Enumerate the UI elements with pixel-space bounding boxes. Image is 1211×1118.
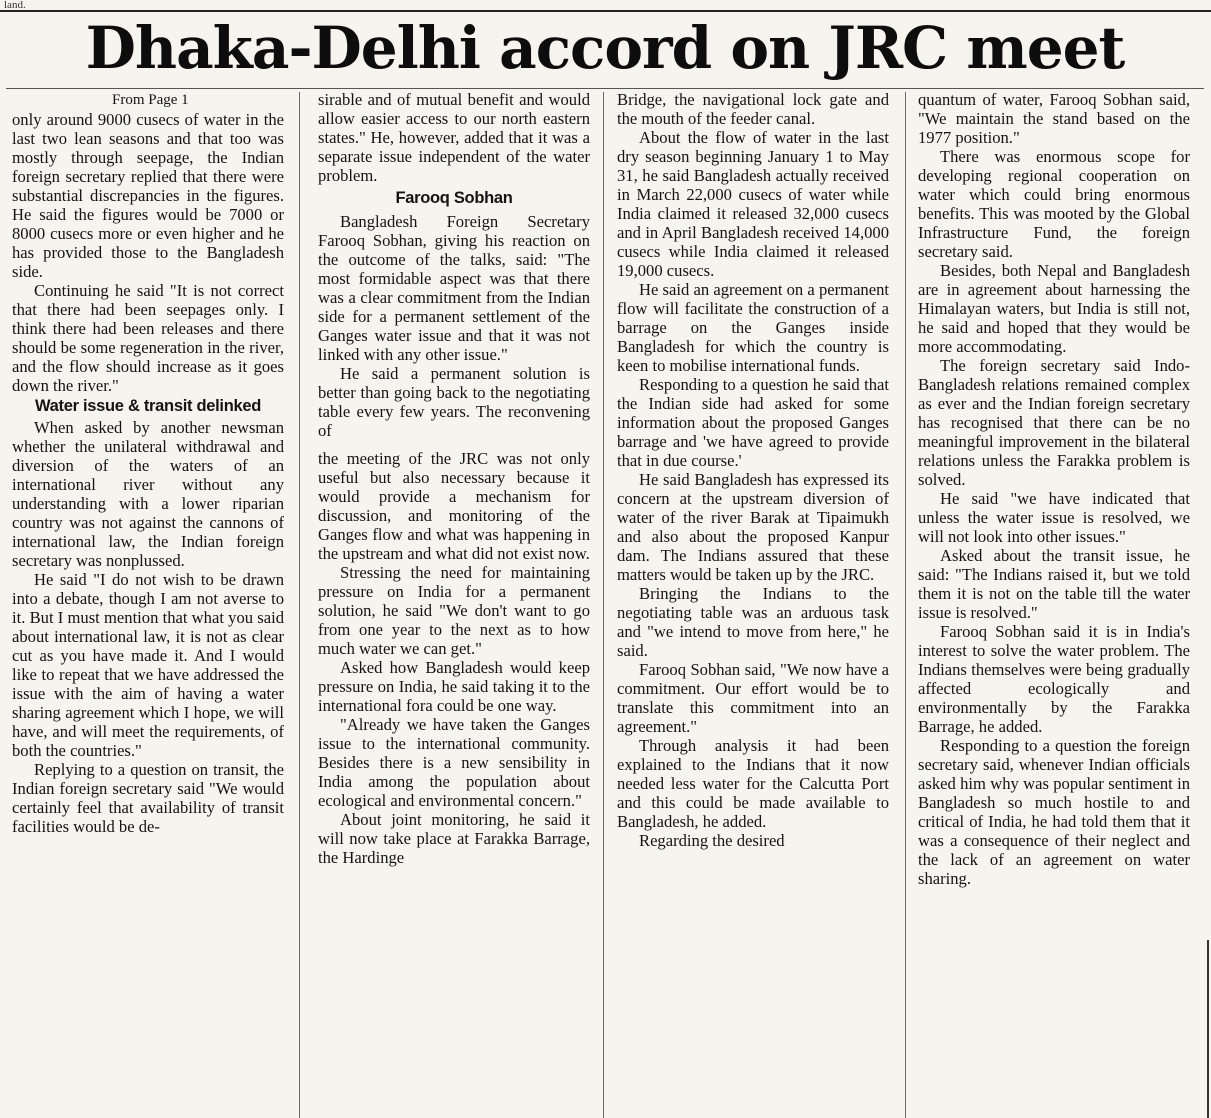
article-paragraph: He said "we have indicated that unless the water issue is resolved, we will not look into other issues." bbox=[918, 489, 1190, 546]
article-paragraph: Bridge, the navigational lock gate and the mouth of the feeder canal. bbox=[617, 90, 889, 128]
article-paragraph: "Already we have taken the Ganges issue to the international community. Besides there is a new sensibility in India among the population about ecological and environmental concern." bbox=[318, 715, 590, 810]
article-paragraph: Continuing he said "It is not correct that there had been seepages only. I think there had been releases and there should be some regeneration in the river, and the flow should increase as it goes down the river." bbox=[12, 281, 284, 395]
article-paragraph: About joint monitoring, he said it will now take place at Farakka Barrage, the Hardinge bbox=[318, 810, 590, 867]
article-paragraph: About the flow of water in the last dry season beginning January 1 to May 31, he said Bangladesh actually received in March 22,000 cusecs of water while India claimed it released 32,000 cusecs and in April Bangladesh received 14,000 cusecs while India claimed it released 19,000 cusecs. bbox=[617, 128, 889, 280]
article-paragraph: Responding to a question he said that the Indian side had asked for some information about the proposed Ganges barrage and 'we have agreed to provide that in due course.' bbox=[617, 375, 889, 470]
article-column-1 bbox=[12, 90, 284, 1114]
column-rule-2 bbox=[603, 92, 604, 1118]
column-rule-1 bbox=[299, 92, 300, 1118]
article-paragraph: Responding to a question the foreign secretary said, whenever Indian officials asked him why was popular sentiment in Bangladesh so much hostile to and critical of India, he had told them that it was a consequence of their neglect and the lack of an agreement on water sharing. bbox=[918, 736, 1190, 888]
article-paragraph: Farooq Sobhan said it is in India's interest to solve the water problem. The Indians themselves were being gradually affected ecologically and environmentally by the Farakka Barrage, he added. bbox=[918, 622, 1190, 736]
article-paragraph: He said a permanent solution is better than going back to the negotiating table every few years. The reconvening of bbox=[318, 364, 590, 440]
article-paragraph: only around 9000 cusecs of water in the last two lean seasons and that too was mostly through seepage, the Indian foreign secretary replied that there were substantial discrepancies in the figures. He said the figures would be 7000 or 8000 cusecs more or even higher and he has provided those to the Bangladesh side. bbox=[12, 110, 284, 281]
subheading: Farooq Sobhan bbox=[395, 189, 513, 207]
page-edge-rule bbox=[1207, 940, 1209, 1118]
column-body bbox=[318, 90, 590, 867]
article-paragraph: Through analysis it had been explained to the Indians that it now needed less water for the Calcutta Port and this could be made available to Bangladesh, he added. bbox=[617, 736, 889, 831]
column-body bbox=[617, 90, 889, 850]
article-paragraph: Replying to a question on transit, the Indian foreign secretary said "We would certainly feel that availability of transit facilities would be de- bbox=[12, 760, 284, 836]
article-paragraph: He said "I do not wish to be drawn into a debate, though I am not averse to it. But I must mention that what you said about international law, it is not as clear cut as you have made it. And I would like to repeat that we have addressed the issue with the aim of having a water sharing agreement which I hope, we will have, and will meet the requirements, of both the countries." bbox=[12, 570, 284, 760]
article-paragraph: Regarding the desired bbox=[639, 831, 785, 850]
article-paragraph: Asked how Bangladesh would keep pressure on India, he said taking it to the international fora could be one way. bbox=[318, 658, 590, 715]
article-paragraph: Farooq Sobhan said, "We now have a commitment. Our effort would be to translate this commitment into an agreement." bbox=[617, 660, 889, 736]
headline: Dhaka-Delhi accord on JRC meet bbox=[85, 14, 1125, 82]
article-paragraph: Bringing the Indians to the negotiating table was an arduous task and "we intend to move from here," he said. bbox=[617, 584, 889, 660]
column-body bbox=[12, 110, 284, 836]
article-paragraph: Asked about the transit issue, he said: "The Indians raised it, but we told them it is not on the table till the water issue is resolved." bbox=[918, 546, 1190, 622]
article-column-2 bbox=[318, 90, 590, 1114]
article-paragraph: Besides, both Nepal and Bangladesh are in agreement about harnessing the Himalayan waters, but India is still not, he said and hoped that they would be more accommodating. bbox=[918, 261, 1190, 356]
article-paragraph: Bangladesh Foreign Secretary Farooq Sobhan, giving his reaction on the outcome of the talks, said: "The most formidable aspect was that there was a clear commitment from the Indian side for a permanent settlement of the Ganges water issue and that it was not linked with any other issue." bbox=[318, 212, 590, 364]
column-body bbox=[918, 90, 1190, 888]
article-paragraph: There was enormous scope for developing regional cooperation on water which could bring enormous benefits. This was mooted by the Global Infrastructure Fund, the foreign secretary said. bbox=[918, 147, 1190, 261]
article-column-4 bbox=[918, 90, 1190, 1114]
article-paragraph: He said an agreement on a permanent flow will facilitate the construction of a barrage on the Ganges inside Bangladesh for which the country is keen to mobilise international funds. bbox=[617, 280, 889, 375]
continuation-label: From Page 1 bbox=[112, 92, 189, 108]
article-column-3 bbox=[617, 90, 889, 1114]
column-break bbox=[318, 440, 590, 449]
article-paragraph: the meeting of the JRC was not only useful but also necessary because it would provide a mechanism for discussion, and monitoring of the Ganges flow and what was happening in the upstream and what did not exist now. bbox=[318, 449, 590, 563]
article-paragraph: sirable and of mutual benefit and would allow easier access to our north eastern states." He, however, added that it was a separate issue independent of the water problem. bbox=[318, 90, 590, 185]
article-paragraph: When asked by another newsman whether the unilateral withdrawal and diversion of the waters of an international river without any understanding with a lower riparian country was not against the cannons of international law, the Indian foreign secretary was nonplussed. bbox=[12, 418, 284, 570]
article-paragraph: quantum of water, Farooq Sobhan said, "We maintain the stand based on the 1977 position." bbox=[918, 90, 1190, 147]
article-paragraph: Stressing the need for maintaining pressure on India for a permanent solution, he said "We don't want to go from one year to the next as to how much water we can get." bbox=[318, 563, 590, 658]
previous-article-fragment: land. bbox=[4, 0, 26, 11]
subheading: Water issue & transit delinked bbox=[34, 397, 262, 415]
article-paragraph: He said Bangladesh has expressed its concern at the upstream diversion of water of the river Barak at Tipaimukh and also about the proposed Kanpur dam. The Indians assured that these matters would be taken up by the JRC. bbox=[617, 470, 889, 584]
headline-rule bbox=[6, 88, 1204, 89]
column-rule-3 bbox=[905, 92, 906, 1118]
article-paragraph: The foreign secretary said Indo-Bangladesh relations remained complex as ever and the Indian foreign secretary has recognised that there can be no meaningful improvement in the bilateral relations unless the Farakka problem is solved. bbox=[918, 356, 1190, 489]
